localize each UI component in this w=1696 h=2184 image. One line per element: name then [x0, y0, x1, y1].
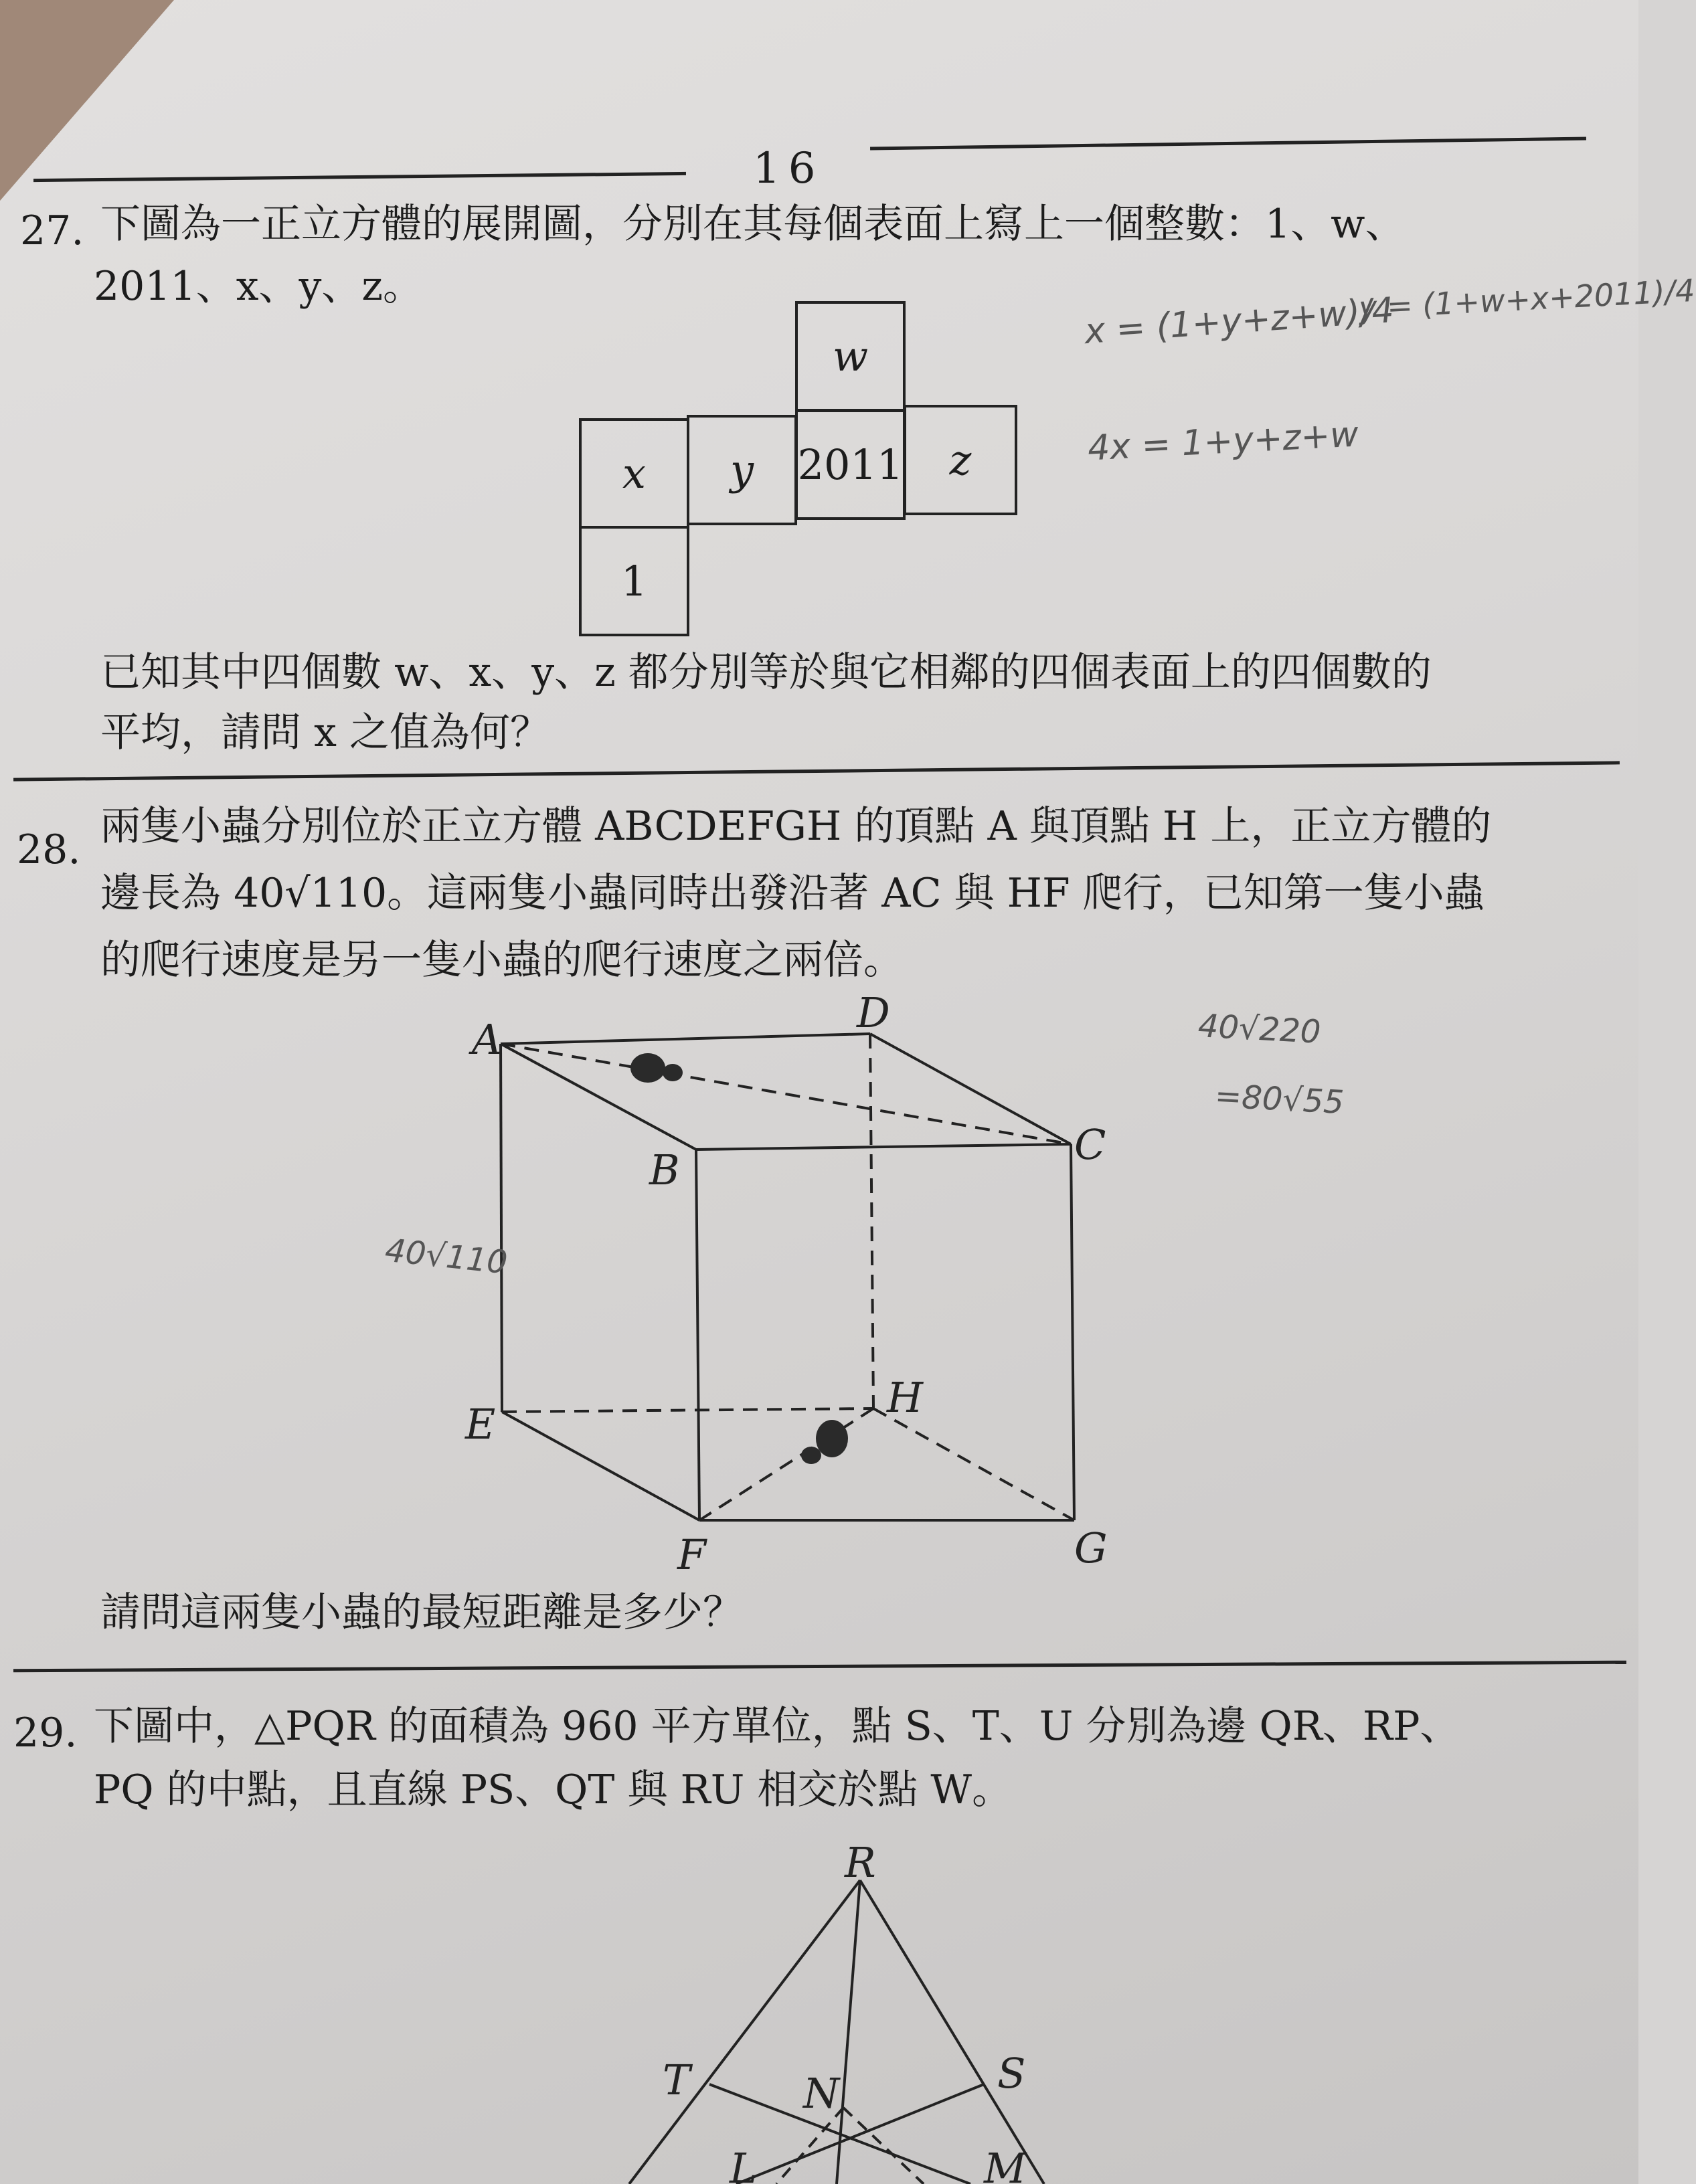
point-label-L: L [730, 2144, 758, 2184]
path-HF [699, 1408, 873, 1520]
edge-BF [696, 1150, 699, 1520]
point-label-T: T [663, 2056, 691, 2104]
vertex-label-E: E [465, 1400, 496, 1449]
vertex-label-C: C [1074, 1120, 1106, 1169]
vertex-label-F: F [677, 1530, 707, 1579]
page-number: 16 [753, 144, 824, 193]
inner-dashed-2 [843, 2108, 924, 2184]
q27-number: 27. [20, 207, 84, 254]
net-face-x: x [579, 418, 689, 529]
q27-line2: 2011、x、y、z。 [94, 263, 424, 310]
q28-question: 請問這兩隻小蟲的最短距離是多少？ [100, 1589, 743, 1636]
edge-BC [696, 1144, 1071, 1150]
q27-line4: 平均，請問 x 之值為何？ [100, 709, 550, 756]
q29-line1: 下圖中，△PQR 的面積為 960 平方單位，點 S、T、U 分別為邊 QR、RP、 [94, 1703, 1460, 1750]
vertex-label-H: H [887, 1373, 924, 1422]
path-AC [501, 1044, 1071, 1144]
edge-DC [870, 1034, 1071, 1144]
q28-line3: 的爬行速度是另一隻小蟲的爬行速度之兩倍。 [100, 937, 904, 984]
edge-DH-hidden [870, 1034, 873, 1408]
q27-line3: 已知其中四個數 w、x、y、z 都分別等於與它相鄰的四個表面上的四個數的 [100, 649, 1432, 696]
triangle-side-RQ [860, 1880, 1044, 2184]
vertex-label-A: A [472, 1015, 502, 1064]
q28-line2: 邊長為 40√110。這兩隻小蟲同時出發沿著 AC 與 HF 爬行，已知第一隻小蟲 [100, 870, 1485, 917]
handwritten-note-6: 40√110 [383, 1231, 509, 1282]
net-face-w: w [795, 301, 906, 412]
bug-2-icon [801, 1420, 848, 1464]
point-label-N: N [803, 2069, 840, 2118]
q29-line2: PQ 的中點，且直線 PS、QT 與 RU 相交於點 W。 [94, 1766, 1013, 1813]
bug-1-icon [630, 1053, 683, 1083]
q28-line1: 兩隻小蟲分別位於正立方體 ABCDEFGH 的頂點 A 與頂點 H 上，正立方體的 [100, 803, 1492, 850]
point-label-M: M [984, 2144, 1027, 2184]
q29-number: 29. [13, 1710, 78, 1756]
point-label-S: S [997, 2049, 1026, 2098]
vertex-label-B: B [649, 1146, 680, 1194]
net-face-2011: 2011 [795, 410, 906, 520]
edge-EF [502, 1412, 699, 1520]
edge-EH-hidden [502, 1408, 873, 1412]
handwritten-note-3: 4x = 1+y+z+w [1086, 414, 1360, 469]
edge-AD [501, 1034, 870, 1044]
net-face-1: 1 [579, 526, 689, 636]
triangle-side-RP [629, 1880, 860, 2184]
point-label-R: R [845, 1838, 876, 1887]
vertex-label-D: D [857, 988, 890, 1037]
handwritten-note-2: y = (1+w+x+2011)/4 [1357, 272, 1696, 327]
handwritten-note-4: 40√220 [1197, 1007, 1322, 1051]
median-PS [736, 2084, 984, 2184]
handwritten-note-1: x = (1+y+z+w)/4 [1083, 290, 1395, 353]
vertex-label-G: G [1074, 1524, 1108, 1572]
net-face-z: z [904, 405, 1017, 515]
net-face-y: y [687, 415, 797, 525]
edge-AE [501, 1044, 502, 1412]
q27-line1: 下圖為一正立方體的展開圖，分別在其每個表面上寫上一個整數：1、w、 [100, 201, 1406, 248]
edge-CG [1071, 1144, 1074, 1520]
q28-number: 28. [17, 826, 81, 873]
edge-HG-hidden [873, 1408, 1074, 1520]
handwritten-note-5: =80√55 [1213, 1077, 1345, 1122]
